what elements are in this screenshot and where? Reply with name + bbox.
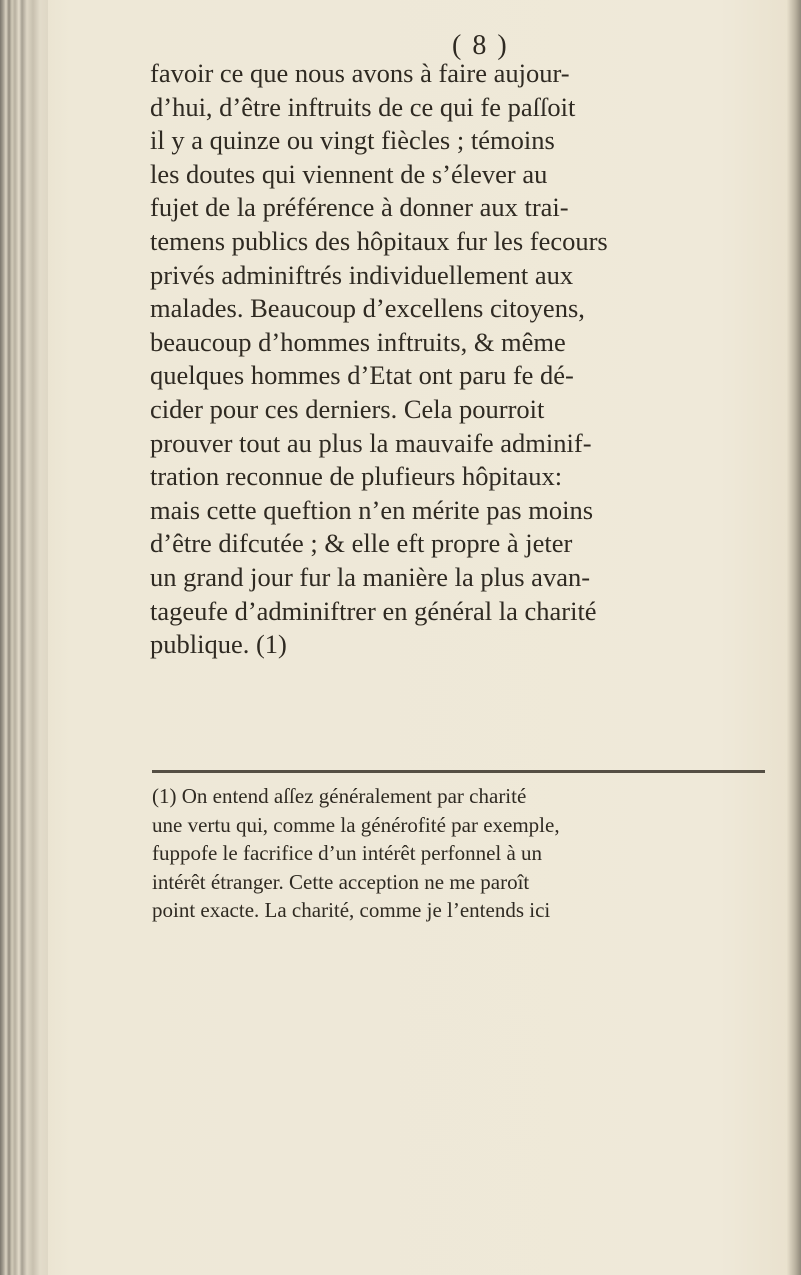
text-line: favoir ce que nous avons à faire aujour- xyxy=(150,58,570,88)
text-line: quelques hommes d’Etat ont paru fe dé- xyxy=(150,360,574,391)
text-line: cider pour ces derniers. Cela pourroit xyxy=(150,393,545,424)
text-line: privés adminiftrés individuellement aux xyxy=(150,259,574,290)
text-line: d’être difcutée ; & elle eft propre à jeter xyxy=(150,528,573,559)
footnote-line: point exacte. La charité, comme je l’entends ici xyxy=(152,898,551,922)
footnote-line: intérêt étranger. Cette acception ne me paroît xyxy=(152,869,530,894)
footnote-divider xyxy=(152,770,765,773)
text-line: d’hui, d’être inftruits de ce qui fe paſſoit xyxy=(150,91,576,122)
footnote-block xyxy=(152,782,782,925)
page-binding-shadow xyxy=(0,0,48,1275)
text-line: tageufe d’adminiftrer en général la charité xyxy=(150,595,597,626)
text-line: prouver tout au plus la mauvaife adminif- xyxy=(150,427,592,458)
text-line: temens publics des hôpitaux fur les fecours xyxy=(150,225,608,256)
text-line: publique. (1) xyxy=(150,629,287,660)
page-number: ( 8 ) xyxy=(452,30,509,61)
main-text-block xyxy=(150,57,790,662)
footnote-line: fuppofe le facrifice d’un intérêt perfonnel à un xyxy=(152,841,543,865)
footnote-line: une vertu qui, comme la générofité par exemple, xyxy=(152,812,560,837)
text-line: les doutes qui viennent de s’élever au xyxy=(150,158,548,189)
text-line: fujet de la préférence à donner aux trai- xyxy=(150,192,569,223)
text-line: mais cette queftion n’en mérite pas moins xyxy=(150,494,594,525)
text-line: il y a quinze ou vingt fiècles ; témoins xyxy=(150,125,555,156)
footnote-line: (1) On entend aſſez généralement par charité xyxy=(152,784,527,808)
text-line: beaucoup d’hommes inftruits, & même xyxy=(150,326,566,357)
text-line: un grand jour fur la manière la plus avan- xyxy=(150,561,591,592)
text-line: tration reconnue de plufieurs hôpitaux: xyxy=(150,461,563,492)
text-line: malades. Beaucoup d’excellens citoyens, xyxy=(150,293,585,324)
